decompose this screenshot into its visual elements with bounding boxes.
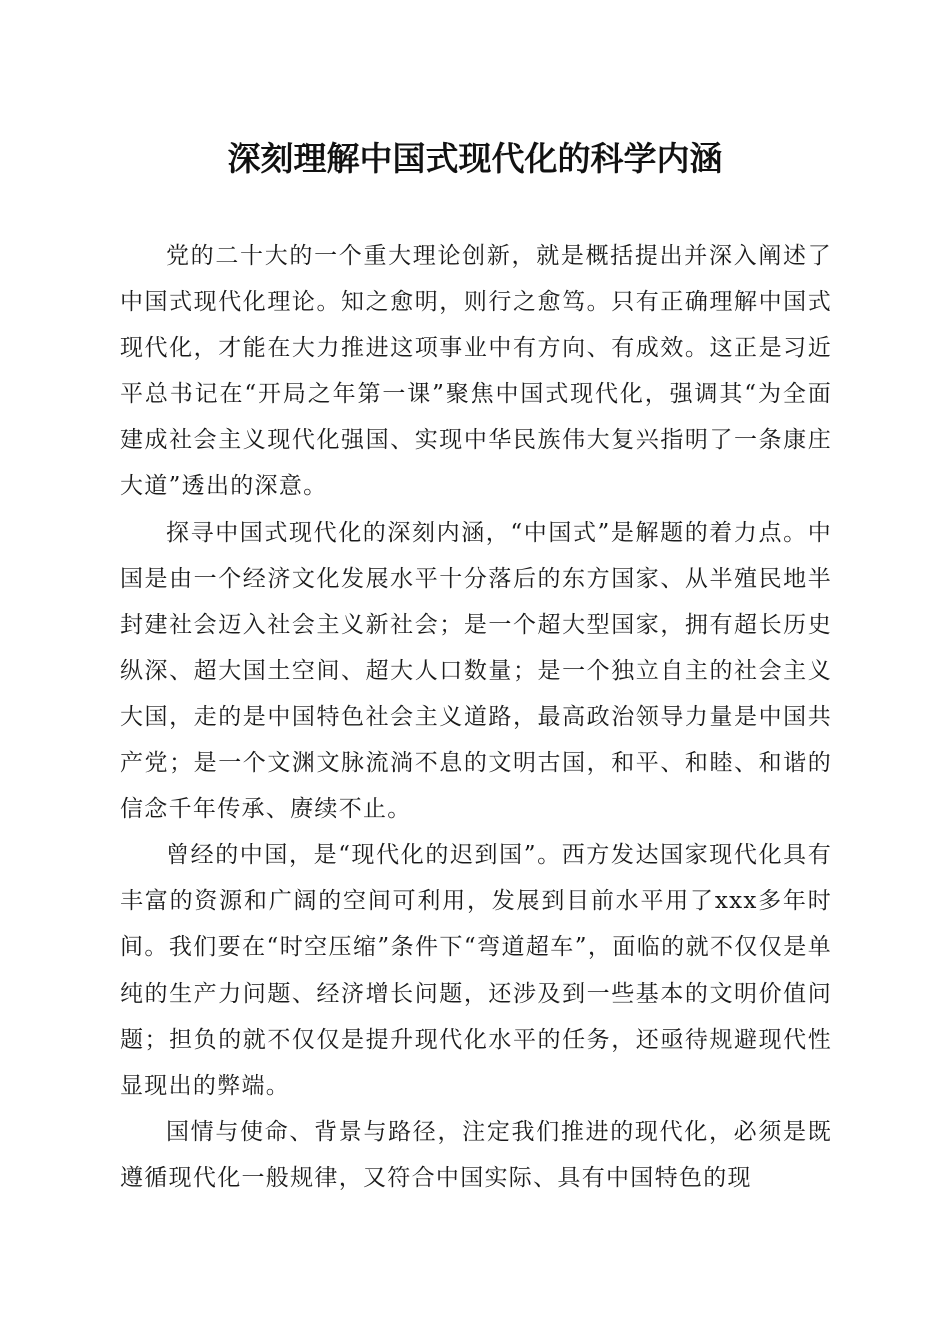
document-title: 深刻理解中国式现代化的科学内涵 [227,139,723,178]
paragraph-2: 探寻中国式现代化的深刻内涵，“中国式”是解题的着力点。中国是由一个经济文化发展水平十分落后的东方国家、从半殖民地半封建社会迈入社会主义新社会；是一个超大型国家，拥有超长历史纵深、超大国土空间、超大人口数量；是一个独立自主的社会主义大国，走的是中国特色社会主义道路，最高政治领导力量是中国共产党；是一个文渊文脉流淌不息的文明古国，和平、和睦、和谐的信念千年传承、赓续不止。 [120,519,832,823]
paragraph-1: 党的二十大的一个重大理论创新，就是概括提出并深入阐述了中国式现代化理论。知之愈明，则行之愈笃。只有正确理解中国式现代化，才能在大力推进这项事业中有方向、有成效。这正是习近平总书记在“开局之年第一课”聚焦中国式现代化，强调其“为全面建成社会主义现代化强国、实现中华民族伟大复兴指明了一条康庄大道”透出的深意。 [120,243,832,500]
paragraph-3: 曾经的中国，是“现代化的迟到国”。西方发达国家现代化具有丰富的资源和广阔的空间可利用，发展到目前水平用了xxx多年时间。我们要在“时空压缩”条件下“弯道超车”，面临的就不仅仅是单纯的生产力问题、经济增长问题，还涉及到一些基本的文明价值问题；担负的就不仅仅是提升现代化水平的任务，还亟待规避现代性显现出的弊端。 [120,842,832,1099]
document-body [120,233,832,1201]
paragraph-4: 国情与使命、背景与路径，注定我们推进的现代化，必须是既遵循现代化一般规律，又符合中国实际、具有中国特色的现 [120,1118,832,1191]
